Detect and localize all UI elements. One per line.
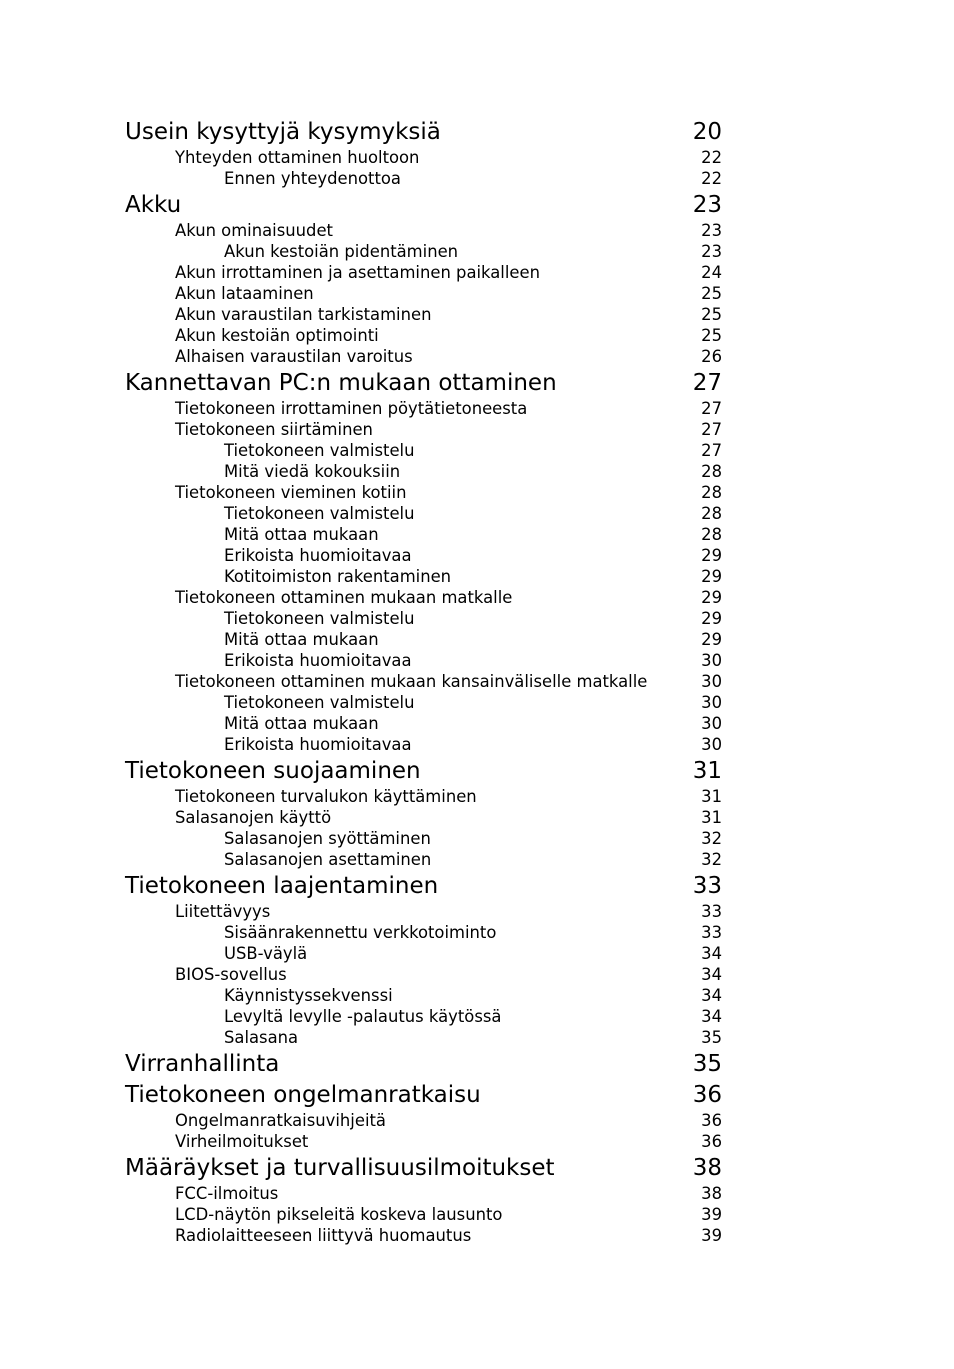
toc-entry-page-number: 20 [692,119,722,145]
toc-entry-page-number: 33 [701,923,722,942]
toc-chapter-entry[interactable] [125,1080,722,1110]
toc-entry-title: Tietokoneen valmistelu [224,441,415,460]
toc-entry-page-number: 28 [701,525,722,544]
toc-section-entry[interactable] [125,1110,722,1131]
toc-entry-title: Tietokoneen suojaaminen [125,758,421,784]
toc-entry-page-number: 22 [701,148,722,167]
toc-entry-title: Liitettävyys [175,902,271,921]
toc-entry-title: Tietokoneen valmistelu [224,609,415,628]
toc-entry-title: Yhteyden ottaminen huoltoon [175,148,420,167]
toc-subsection-entry[interactable] [125,524,722,545]
toc-entry-title: Kotitoimiston rakentaminen [224,567,452,586]
toc-entry-title: Tietokoneen ottaminen mukaan matkalle [175,588,513,607]
toc-section-entry[interactable] [125,346,722,367]
toc-entry-page-number: 39 [701,1226,722,1245]
toc-entry-title: Salasanojen asettaminen [224,850,432,869]
toc-entry-page-number: 35 [701,1028,722,1047]
toc-entry-title: Erikoista huomioitavaa [224,546,412,565]
toc-entry-page-number: 24 [701,263,722,282]
toc-entry-title: Tietokoneen irrottaminen pöytätietoneesta [175,399,528,418]
toc-entry-title: Tietokoneen siirtäminen [175,420,373,439]
toc-entry-page-number: 38 [701,1184,722,1203]
toc-chapter-entry[interactable] [125,756,722,786]
toc-subsection-entry[interactable] [125,1006,722,1027]
toc-entry-page-number: 23 [701,221,722,240]
toc-subsection-entry[interactable] [125,545,722,566]
toc-entry-title: Akun varaustilan tarkistaminen [175,305,432,324]
toc-entry-title: Tietokoneen valmistelu [224,693,415,712]
toc-section-entry[interactable] [125,482,722,503]
toc-entry-title: Salasanojen syöttäminen [224,829,431,848]
toc-entry-title: Virranhallinta [125,1051,280,1077]
toc-subsection-entry[interactable] [125,503,722,524]
toc-entry-page-number: 30 [701,672,722,691]
toc-entry-title: Ongelmanratkaisuvihjeitä [175,1111,386,1130]
toc-entry-page-number: 33 [701,902,722,921]
toc-subsection-entry[interactable] [125,241,722,262]
toc-section-entry[interactable] [125,587,722,608]
toc-subsection-entry[interactable] [125,461,722,482]
toc-entry-title: Akun lataaminen [175,284,314,303]
toc-entry-page-number: 32 [701,829,722,848]
toc-subsection-entry[interactable] [125,985,722,1006]
toc-entry-title: Salasana [224,1028,299,1047]
toc-entry-title: Usein kysyttyjä kysymyksiä [125,119,441,145]
toc-entry-page-number: 38 [692,1155,722,1181]
toc-chapter-entry[interactable] [125,190,722,220]
toc-section-entry[interactable] [125,304,722,325]
toc-entry-page-number: 34 [701,965,722,984]
toc-entry-title: Erikoista huomioitavaa [224,651,412,670]
toc-entry-page-number: 29 [701,567,722,586]
toc-subsection-entry[interactable] [125,943,722,964]
toc-entry-page-number: 26 [701,347,722,366]
toc-entry-title: Sisäänrakennettu verkkotoiminto [224,923,497,942]
toc-entry-page-number: 23 [701,242,722,261]
toc-section-entry[interactable] [125,964,722,985]
toc-section-entry[interactable] [125,220,722,241]
toc-entry-title: Tietokoneen turvalukon käyttäminen [175,787,477,806]
toc-entry-page-number: 29 [701,630,722,649]
toc-section-entry[interactable] [125,262,722,283]
toc-entry-title: Akun kestoiän optimointi [175,326,379,345]
toc-entry-title: Alhaisen varaustilan varoitus [175,347,413,366]
toc-section-entry[interactable] [125,1183,722,1204]
toc-entry-title: Virheilmoitukset [175,1132,309,1151]
toc-subsection-entry[interactable] [125,692,722,713]
toc-entry-page-number: 36 [701,1132,722,1151]
toc-entry-page-number: 25 [701,305,722,324]
toc-subsection-entry[interactable] [125,734,722,755]
table-of-contents [125,116,722,1246]
toc-subsection-entry[interactable] [125,608,722,629]
toc-subsection-entry[interactable] [125,440,722,461]
toc-entry-title: FCC-ilmoitus [175,1184,279,1203]
toc-entry-page-number: 28 [701,462,722,481]
toc-entry-page-number: 28 [701,504,722,523]
toc-section-entry[interactable] [125,398,722,419]
toc-entry-page-number: 35 [692,1051,722,1077]
toc-entry-page-number: 22 [701,169,722,188]
toc-section-entry[interactable] [125,807,722,828]
toc-entry-title: Kannettavan PC:n mukaan ottaminen [125,370,557,396]
toc-entry-page-number: 36 [692,1082,722,1108]
toc-entry-title: Erikoista huomioitavaa [224,735,412,754]
toc-entry-page-number: 39 [701,1205,722,1224]
toc-entry-title: Akun kestoiän pidentäminen [224,242,459,261]
toc-subsection-entry[interactable] [125,566,722,587]
toc-entry-page-number: 27 [701,420,722,439]
toc-section-entry[interactable] [125,147,722,168]
toc-subsection-entry[interactable] [125,168,722,189]
toc-entry-title: Akku [125,192,182,218]
toc-section-entry[interactable] [125,325,722,346]
toc-entry-title: Mitä viedä kokouksiin [224,462,401,481]
toc-entry-title: Salasanojen käyttö [175,808,332,827]
toc-chapter-entry[interactable] [125,871,722,901]
toc-entry-page-number: 32 [701,850,722,869]
toc-entry-title: Tietokoneen ottaminen mukaan kansainväliselle matkalle [175,672,648,691]
toc-subsection-entry[interactable] [125,650,722,671]
toc-entry-page-number: 29 [701,609,722,628]
toc-entry-page-number: 28 [701,483,722,502]
toc-section-entry[interactable] [125,283,722,304]
toc-entry-page-number: 27 [692,370,722,396]
toc-entry-page-number: 29 [701,546,722,565]
toc-entry-title: Mitä ottaa mukaan [224,714,379,733]
toc-entry-title: Tietokoneen ongelmanratkaisu [125,1082,481,1108]
toc-entry-title: Tietokoneen valmistelu [224,504,415,523]
toc-entry-title: Tietokoneen laajentaminen [125,873,439,899]
toc-entry-title: Mitä ottaa mukaan [224,525,379,544]
toc-entry-title: Akun irrottaminen ja asettaminen paikalleen [175,263,540,282]
toc-entry-page-number: 30 [701,651,722,670]
toc-entry-page-number: 31 [692,758,722,784]
toc-entry-page-number: 30 [701,693,722,712]
toc-entry-page-number: 25 [701,284,722,303]
toc-entry-page-number: 33 [692,873,722,899]
toc-entry-page-number: 30 [701,735,722,754]
toc-entry-page-number: 23 [692,192,722,218]
toc-entry-title: Akun ominaisuudet [175,221,333,240]
toc-section-entry[interactable] [125,1204,722,1225]
toc-section-entry[interactable] [125,901,722,922]
toc-entry-page-number: 34 [701,1007,722,1026]
toc-entry-page-number: 29 [701,588,722,607]
toc-section-entry[interactable] [125,1131,722,1152]
toc-entry-title: USB-väylä [224,944,308,963]
toc-entry-page-number: 34 [701,986,722,1005]
toc-entry-title: Radiolaitteeseen liittyvä huomautus [175,1226,472,1245]
toc-subsection-entry[interactable] [125,713,722,734]
toc-entry-page-number: 30 [701,714,722,733]
toc-entry-page-number: 27 [701,441,722,460]
toc-subsection-entry[interactable] [125,849,722,870]
toc-subsection-entry[interactable] [125,828,722,849]
toc-section-entry[interactable] [125,1225,722,1246]
toc-section-entry[interactable] [125,419,722,440]
toc-entry-title: Levyltä levylle -palautus käytössä [224,1007,502,1026]
toc-entry-page-number: 25 [701,326,722,345]
toc-section-entry[interactable] [125,786,722,807]
toc-entry-page-number: 34 [701,944,722,963]
toc-section-entry[interactable] [125,671,722,692]
toc-entry-title: Käynnistyssekvenssi [224,986,393,1005]
toc-chapter-entry[interactable] [125,1049,722,1079]
toc-entry-page-number: 31 [701,787,722,806]
toc-entry-title: Ennen yhteydenottoa [224,169,401,188]
toc-subsection-entry[interactable] [125,1027,722,1048]
toc-entry-title: LCD-näytön pikseleitä koskeva lausunto [175,1205,503,1224]
toc-entry-title: Määräykset ja turvallisuusilmoitukset [125,1155,555,1181]
toc-chapter-entry[interactable] [125,117,722,147]
toc-subsection-entry[interactable] [125,629,722,650]
toc-entry-page-number: 31 [701,808,722,827]
toc-chapter-entry[interactable] [125,368,722,398]
toc-entry-title: Tietokoneen vieminen kotiin [175,483,407,502]
toc-entry-title: Mitä ottaa mukaan [224,630,379,649]
toc-entry-page-number: 27 [701,399,722,418]
toc-chapter-entry[interactable] [125,1153,722,1183]
toc-entry-page-number: 36 [701,1111,722,1130]
toc-entry-title: BIOS-sovellus [175,965,287,984]
toc-subsection-entry[interactable] [125,922,722,943]
